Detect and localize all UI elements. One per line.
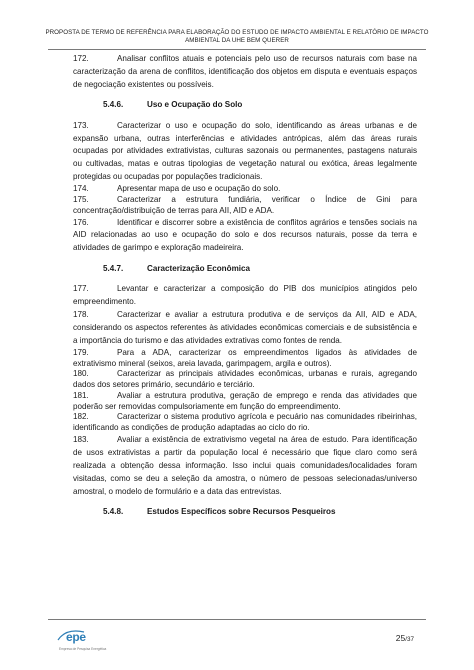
item-text: Avaliar a existência de extrativismo vegetal na área de estudo. Para identificação de usos extrativistas a partir da população local é necessário que fique claro como será realizada a obtenção dessa informação. Isso inclui quais comunidades/localidades foram visitadas, como se deu a seleção da amostra, o número de pessoas selecionadas/universo amostral, o modelo de formulário e a data das entrevistas. <box>73 435 417 496</box>
item-number: 183. <box>73 435 89 445</box>
item-number: 174. <box>73 184 89 194</box>
item-174 <box>73 184 417 195</box>
item-number: 180. <box>73 369 89 379</box>
item-178 <box>73 309 417 348</box>
item-text: Apresentar mapa de uso e ocupação do solo. <box>117 184 281 194</box>
total-pages: /37 <box>405 636 414 643</box>
item-183 <box>73 434 417 499</box>
header-divider <box>48 49 426 50</box>
item-179 <box>73 348 417 370</box>
section-title: Uso e Ocupação do Solo <box>147 100 243 110</box>
document-body <box>73 53 417 527</box>
item-181 <box>73 391 417 413</box>
item-number: 172. <box>73 54 89 63</box>
section-number: 5.4.6. <box>103 100 124 110</box>
epe-logo <box>56 626 116 654</box>
item-177 <box>73 283 417 309</box>
item-173 <box>73 120 417 185</box>
section-heading-5-4-8 <box>73 506 417 519</box>
item-number: 173. <box>73 120 89 130</box>
item-number: 178. <box>73 309 89 319</box>
item-text: Para a ADA, caracterizar os empreendimentos ligados às atividades de extrativismo mineral (seixos, areia lavada, garimpagem, argila e outros). <box>73 347 417 368</box>
item-text: Caracterizar o uso e ocupação do solo, identificando as áreas urbanas e de expansão urbana, outras interferências e atividades antrópicas, além das áreas rurais ocupadas por atividades extrativistas, culturas sazonais ou permanentes, pastagens naturais ou cultivadas, matas e outras tipologias de vegetação natural ou exótica, áreas legalmente protegidas ou ocupadas por populações tradicionais. <box>73 120 417 182</box>
section-heading-5-4-6 <box>73 99 417 112</box>
item-number: 179. <box>73 347 89 357</box>
logo-wordmark: epe <box>66 630 86 644</box>
section-title: Estudos Específicos sobre Recursos Pesqueiros <box>147 507 336 517</box>
item-182 <box>73 412 417 434</box>
item-number: 181. <box>73 390 89 400</box>
item-number: 175. <box>73 194 89 204</box>
page-header <box>40 29 434 46</box>
section-number: 5.4.7. <box>103 263 124 273</box>
item-number: 182. <box>73 412 89 422</box>
item-number: 177. <box>73 284 89 294</box>
logo-tagline: Empresa de Pesquisa Energética <box>59 647 107 651</box>
item-172 <box>73 53 417 92</box>
item-text: Caracterizar o sistema produtivo agrícola e pecuário nas comunidades ribeirinhas, identificando as condições de produção adaptadas ao ciclo do rio. <box>73 412 417 433</box>
current-page: 25 <box>395 633 406 643</box>
item-number: 176. <box>73 217 89 227</box>
item-175 <box>73 195 417 217</box>
section-title: Caracterização Econômica <box>147 263 251 273</box>
footer-divider <box>48 619 426 620</box>
section-heading-5-4-7 <box>73 263 417 276</box>
header-line-1: PROPOSTA DE TERMO DE REFERÊNCIA PARA ELABORAÇÃO DO ESTUDO DE IMPACTO AMBIENTAL E RELATÓRIO DE IMPACTO <box>45 29 429 36</box>
item-text: Identificar e discorrer sobre a existência de conflitos agrários e tensões sociais na AID relacionadas ao uso e ocupação do solo e dos recursos naturais, posse da terra e atividades de garimpo e exploração madeireira. <box>73 217 417 253</box>
item-text: Caracterizar e avaliar a estrutura produtiva e de serviços da AII, AID e ADA, considerando os aspectos referentes às atividades econômicas comerciais e de subsistência e a importância do turismo e das atividades extrativas como fontes de renda. <box>73 309 417 345</box>
item-text: Caracterizar as principais atividades econômicas, urbanas e rurais, agregando dados dos setores primário, secundário e terciário. <box>73 369 417 390</box>
item-176 <box>73 217 417 256</box>
page-number <box>396 633 414 643</box>
item-text: Caracterizar a estrutura fundiária, verificar o Índice de Gini para concentração/distribuição de terras para AII, AID e ADA. <box>73 194 417 215</box>
item-text: Avaliar a estrutura produtiva, geração de emprego e renda das atividades que poderão ser removidas compulsoriamente em função do empreendimento. <box>73 390 417 411</box>
item-text: Levantar e caracterizar a composição do PIB dos municípios atingidos pelo empreendimento. <box>73 284 417 307</box>
section-number: 5.4.8. <box>103 507 124 517</box>
header-line-2: AMBIENTAL DA UHE BEM QUERER <box>185 37 289 45</box>
item-text: Analisar conflitos atuais e potenciais pelo uso de recursos naturais com base na caracterização da arena de conflitos, identificação dos objetos em disputa e eventuais espaços de negociação existentes ou possíveis. <box>73 54 417 89</box>
item-180 <box>73 369 417 391</box>
